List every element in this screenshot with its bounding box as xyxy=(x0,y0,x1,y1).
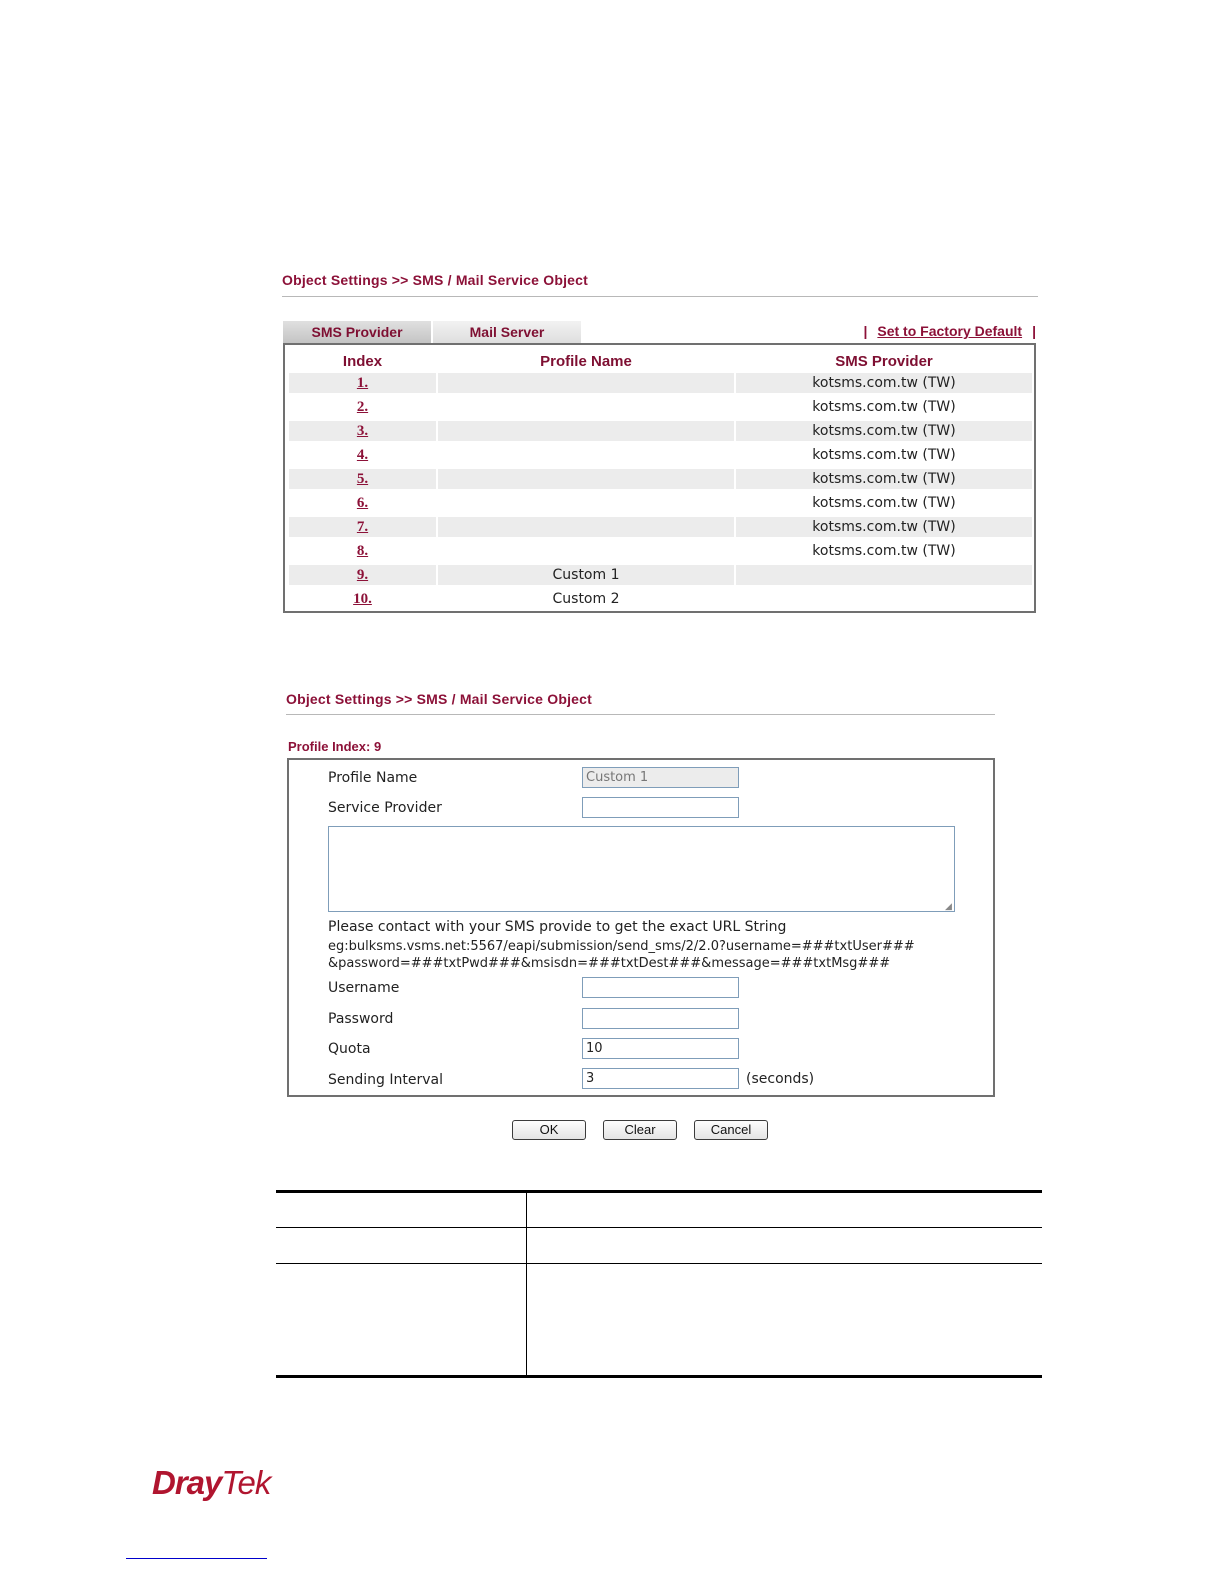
profile-index-link[interactable]: 2. xyxy=(356,399,369,415)
profile-index-link[interactable]: 8. xyxy=(356,543,369,559)
set-factory-default-link[interactable]: Set to Factory Default xyxy=(877,323,1023,339)
sms-provider-cell: kotsms.com.tw (TW) xyxy=(736,517,1032,537)
ok-button[interactable]: OK xyxy=(512,1120,586,1140)
table-rule-bottom xyxy=(276,1375,1042,1378)
profile-name-cell xyxy=(438,469,734,489)
profile-name-cell xyxy=(438,421,734,441)
description-table xyxy=(276,1190,1042,1378)
url-string-textarea[interactable] xyxy=(328,826,955,912)
separator: | xyxy=(863,323,868,339)
table-rule xyxy=(276,1227,1042,1228)
sms-provider-cell xyxy=(736,565,1032,585)
factory-default-area xyxy=(863,323,1036,339)
separator: | xyxy=(1032,323,1036,339)
column-header-index: Index xyxy=(342,353,383,370)
table-column-divider xyxy=(526,1190,527,1378)
url-example-line-1: eg:bulksms.vsms.net:5567/eapi/submission/send_sms/2/2.0?username=###txtUser### xyxy=(328,939,915,954)
sending-interval-label: Sending Interval xyxy=(328,1072,443,1088)
table-row xyxy=(289,565,1032,585)
profile-name-cell: Custom 1 xyxy=(438,565,734,585)
password-label: Password xyxy=(328,1011,394,1027)
title-divider xyxy=(286,714,995,715)
profile-name-cell xyxy=(438,517,734,537)
quota-label: Quota xyxy=(328,1041,371,1057)
sms-provider-cell: kotsms.com.tw (TW) xyxy=(812,399,956,415)
profile-index-link[interactable]: 3. xyxy=(356,423,369,439)
url-example-line-2: &password=###txtPwd###&msisdn=###txtDest###&message=###txtMsg### xyxy=(328,956,891,971)
table-row xyxy=(289,469,1032,489)
table-row xyxy=(289,445,1032,465)
profile-name-cell xyxy=(438,541,734,561)
quota-field[interactable] xyxy=(582,1038,739,1059)
table-row xyxy=(289,589,1032,609)
sms-provider-cell: kotsms.com.tw (TW) xyxy=(812,543,956,559)
table-row xyxy=(289,493,1032,513)
resize-grip-icon[interactable]: ◢ xyxy=(945,902,952,912)
column-header-sms-provider: SMS Provider xyxy=(835,353,933,370)
sending-interval-field[interactable] xyxy=(582,1068,739,1089)
profile-name-field xyxy=(582,767,739,788)
column-header-profile-name: Profile Name xyxy=(540,353,632,370)
profile-name-cell: Custom 2 xyxy=(552,591,620,607)
service-provider-label: Service Provider xyxy=(328,800,442,816)
title-divider xyxy=(282,296,1038,297)
draytek-logo: DrayTek xyxy=(152,1464,271,1501)
sms-provider-cell: kotsms.com.tw (TW) xyxy=(736,469,1032,489)
username-field[interactable] xyxy=(582,977,739,998)
page-title: Object Settings >> SMS / Mail Service Object xyxy=(286,691,593,707)
profile-index-link[interactable]: 4. xyxy=(356,447,369,463)
sms-provider-cell xyxy=(736,589,1032,609)
sms-provider-cell: kotsms.com.tw (TW) xyxy=(736,373,1032,393)
table-row xyxy=(289,421,1032,441)
profile-index-label: Profile Index: 9 xyxy=(288,739,382,754)
table-row xyxy=(289,397,1032,417)
password-field[interactable] xyxy=(582,1008,739,1029)
footer-link-underline xyxy=(126,1558,267,1559)
sms-provider-cell: kotsms.com.tw (TW) xyxy=(736,421,1032,441)
tab-sms-provider[interactable]: SMS Provider xyxy=(283,321,431,343)
profile-name-cell xyxy=(438,493,734,513)
profile-index-link[interactable]: 10. xyxy=(353,591,372,607)
username-label: Username xyxy=(328,980,400,996)
profile-name-cell xyxy=(438,445,734,465)
url-string-note: Please contact with your SMS provide to get the exact URL String xyxy=(328,919,787,935)
service-provider-field[interactable] xyxy=(582,797,739,818)
table-rule-top xyxy=(276,1190,1042,1193)
profile-name-cell xyxy=(438,397,734,417)
table-row xyxy=(289,517,1032,537)
profile-index-link[interactable]: 9. xyxy=(356,567,369,583)
seconds-unit-label: (seconds) xyxy=(746,1071,815,1087)
table-rule xyxy=(276,1263,1042,1264)
profile-index-link[interactable]: 6. xyxy=(356,495,369,511)
sms-provider-cell: kotsms.com.tw (TW) xyxy=(812,447,956,463)
profile-form xyxy=(287,758,995,1097)
tab-mail-server[interactable]: Mail Server xyxy=(433,321,581,343)
clear-button[interactable]: Clear xyxy=(603,1120,677,1140)
profile-index-link[interactable]: 1. xyxy=(356,375,369,391)
profile-name-cell xyxy=(438,373,734,393)
profile-index-link[interactable]: 5. xyxy=(356,471,369,487)
page-title: Object Settings >> SMS / Mail Service Object xyxy=(282,272,589,288)
cancel-button[interactable]: Cancel xyxy=(694,1120,768,1140)
profile-index-link[interactable]: 7. xyxy=(356,519,369,535)
sms-provider-cell: kotsms.com.tw (TW) xyxy=(812,495,956,511)
profile-name-label: Profile Name xyxy=(328,770,418,786)
sms-provider-table xyxy=(283,343,1036,613)
table-row xyxy=(289,373,1032,393)
table-row xyxy=(289,541,1032,561)
